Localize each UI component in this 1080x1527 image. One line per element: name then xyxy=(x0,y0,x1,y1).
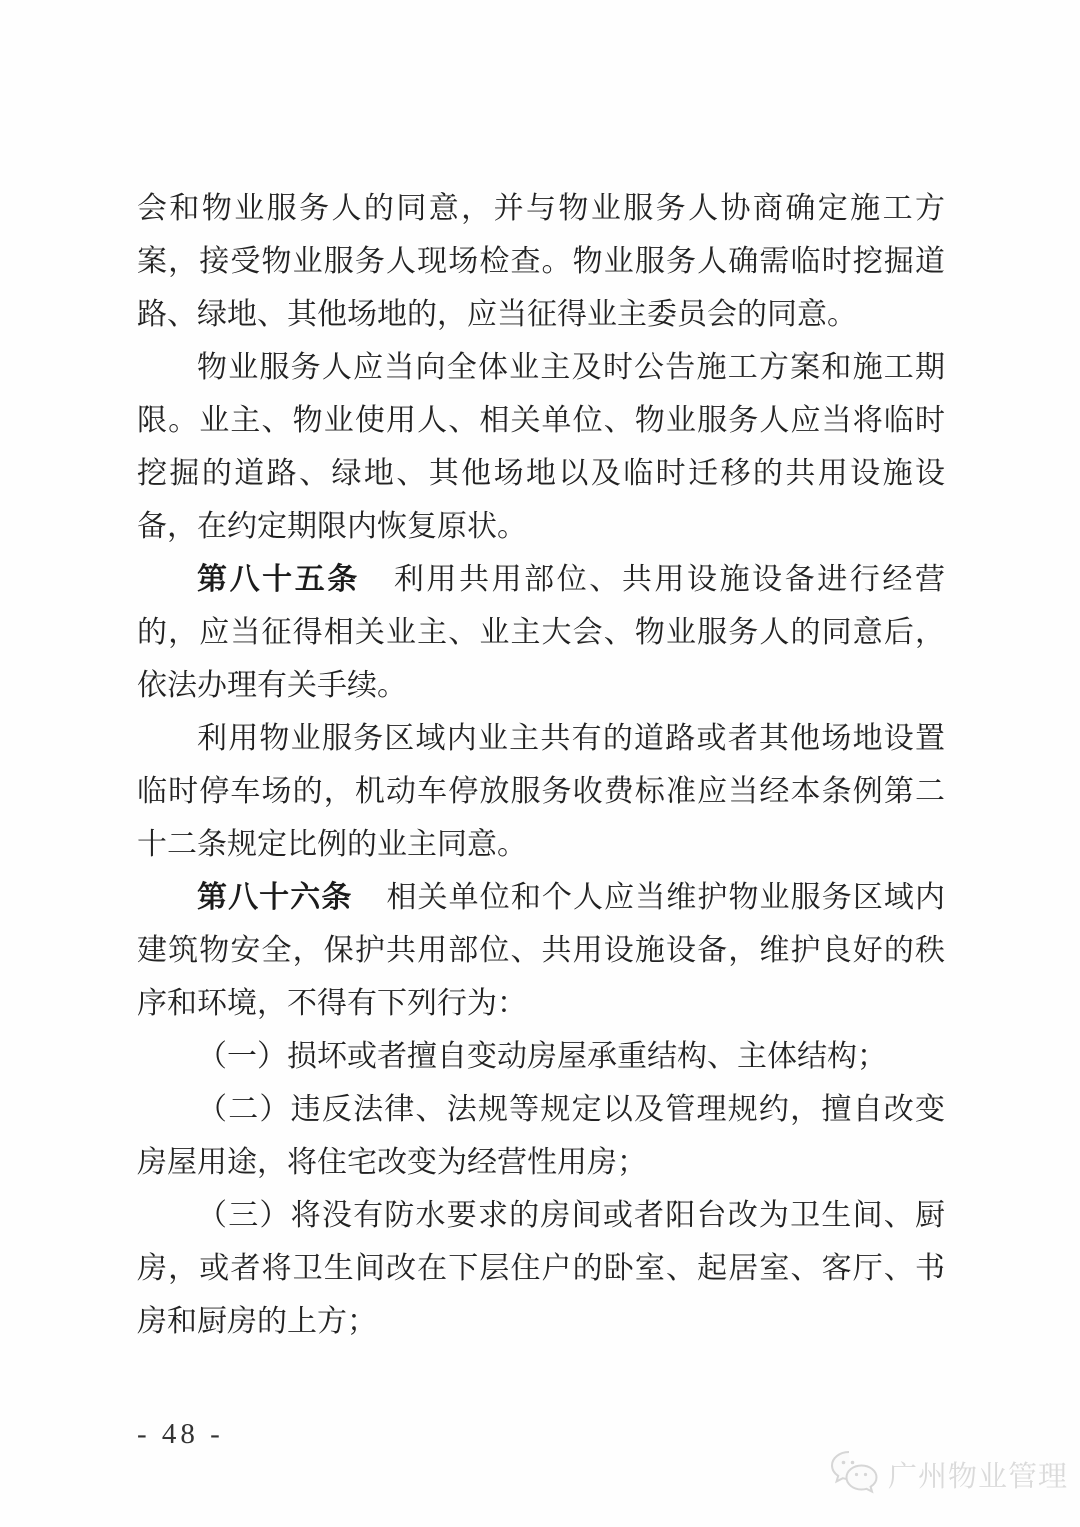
paragraph: 利用物业服务区域内业主共有的道路或者其他场地设置临时停车场的，机动车停放服务收费标准应当经本条例第二十二条规定比例的业主同意。 xyxy=(137,722,945,861)
paragraph: 物业服务人应当向全体业主及时公告施工方案和施工期限。业主、物业使用人、相关单位、物业服务人应当将临时挖掘的道路、绿地、其他场地以及临时迁移的共用设施设备，在约定期限内恢复原状。 xyxy=(137,351,945,543)
wechat-icon xyxy=(828,1448,882,1500)
paragraph: （一）损坏或者擅自变动房屋承重结构、主体结构； xyxy=(197,1040,887,1073)
clause-number: 第八十六条 xyxy=(197,881,353,914)
paragraph: （二）违反法律、法规等规定以及管理规约，擅自改变房屋用途，将住宅改变为经营性用房； xyxy=(137,1093,945,1179)
paragraph: 第八十五条 利用共用部位、共用设施设备进行经营的，应当征得相关业主、业主大会、物业服务人的同意后，依法办理有关手续。 xyxy=(137,563,946,702)
watermark-label: 广州物业管理 xyxy=(888,1460,1069,1493)
paragraph: 会和物业服务人的同意，并与物业服务人协商确定施工方案，接受物业服务人现场检查。物业服务人确需临时挖掘道路、绿地、其他场地的，应当征得业主委员会的同意。 xyxy=(137,192,945,331)
clause-number: 第八十五条 xyxy=(197,563,360,596)
watermark xyxy=(828,1448,1068,1500)
document-body xyxy=(137,182,945,1348)
page-number: - 48 - xyxy=(137,1418,224,1450)
paragraph: 第八十六条 相关单位和个人应当维护物业服务区域内建筑物安全，保护共用部位、共用设施设备，维护良好的秩序和环境，不得有下列行为： xyxy=(137,881,946,1020)
paragraph: （三）将没有防水要求的房间或者阳台改为卫生间、厨房，或者将卫生间改在下层住户的卧室、起居室、客厅、书房和厨房的上方； xyxy=(137,1199,945,1338)
